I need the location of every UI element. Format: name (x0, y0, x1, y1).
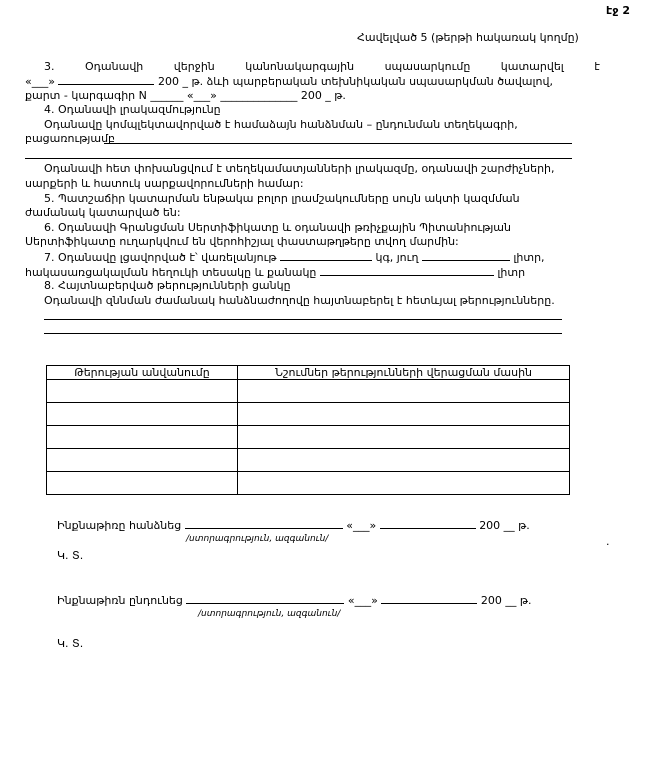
received-label: Ինքնաթիռն ընդունեց (57, 594, 183, 607)
word: սպասարկումը (384, 60, 471, 73)
seal-label: Կ. Տ. (57, 549, 84, 562)
appendix-title: Հավելված 5 (թերթի հակառակ կողմը) (357, 31, 579, 44)
section7-line2 (25, 265, 525, 279)
section8-title: 8. Հայտնաբերված թերությունների ցանկը (44, 279, 291, 292)
page-number: էջ 2 (606, 4, 630, 17)
oil-field[interactable] (422, 250, 510, 261)
received-signature-row (57, 593, 531, 607)
table-row (47, 472, 570, 495)
section5-line1: 5. Պատշաճիր կատարման ենթակա բոլոր լրամշակումները սույն ակտի կազմման (44, 192, 520, 205)
kg-label: կգ, յուղ (375, 251, 419, 264)
date-quote: «___» (25, 75, 55, 88)
received-signature-field[interactable] (186, 593, 344, 604)
section4-except-label: բացառությամբ (25, 132, 116, 145)
blank-line[interactable] (104, 143, 572, 144)
year-label: 200 __ թ. (480, 594, 532, 607)
seal-label: Կ. Տ. (57, 637, 84, 650)
liter-label: լիտր (497, 266, 526, 279)
handed-signature-row (57, 518, 530, 532)
table-cell[interactable] (47, 380, 238, 403)
signature-caption: /ստորագրություն, ազգանուն/ (186, 534, 329, 544)
word: Օդանավի (84, 60, 144, 73)
section4-title: 4. Օդանավի լրակազմությունը (44, 103, 221, 116)
table-cell[interactable] (47, 472, 238, 495)
section3-row3: քարտ - կարգագիր N ______ «___» ______________ 200 _ թ. (25, 89, 346, 102)
table-cell[interactable] (47, 426, 238, 449)
table-row (47, 380, 570, 403)
section5-line2: ժամանակ կատարված են: (25, 206, 181, 219)
section3-row1 (44, 60, 600, 73)
deicing-field[interactable] (320, 265, 494, 276)
table-cell[interactable] (238, 449, 570, 472)
blank-line[interactable] (25, 158, 572, 159)
table-cell[interactable] (238, 472, 570, 495)
table-header-row (47, 366, 570, 380)
table-cell[interactable] (238, 380, 570, 403)
table-row (47, 403, 570, 426)
table-row (47, 449, 570, 472)
section3-row2-text: 200 _ թ. ձևի պարբերական տեխնիկական սպասարկման ծավալով, (157, 75, 553, 88)
handed-label: Ինքնաթիռը հանձնեց (57, 519, 182, 532)
deicing-label: հակասառցակալման հեղուկի տեսակը և քանակը (25, 266, 317, 279)
handed-signature-field[interactable] (185, 518, 343, 529)
section4-note2: սարքերի և հատուկ սարքավորումների համար: (25, 177, 304, 190)
date-quote: «___» (346, 519, 377, 532)
section6-line1: 6. Օդանավի Գրանցման Սերտիֆիկատը և օդանավի թռիչքային Պիտանիության (44, 221, 511, 234)
table-cell[interactable] (238, 403, 570, 426)
word: վերջին (173, 60, 215, 73)
table-cell[interactable] (47, 403, 238, 426)
signature-caption: /ստորագրություն, ազգանուն/ (198, 609, 341, 619)
section3-row2 (25, 74, 553, 88)
word: է (594, 60, 600, 73)
table-cell[interactable] (238, 426, 570, 449)
table-row (47, 426, 570, 449)
section7-line1 (44, 250, 545, 264)
stray-dot: . (606, 535, 610, 548)
section8-line1: Օդանավի զննման ժամանակ հանձնաժողովը հայտնաբերել է հետևյալ թերությունները. (44, 294, 555, 307)
word: կանոնակարգային (245, 60, 355, 73)
section4-note1: Օդանավի հետ փոխանցվում է տեղեկամատյանների լրակազմը, օդանավի շարժիչների, (44, 162, 555, 175)
col-defect-notes: Նշումներ թերությունների վերացման մասին (238, 366, 570, 380)
blank-field[interactable] (58, 74, 154, 85)
year-label: 200 __ թ. (479, 519, 530, 532)
col-defect-name: Թերության անվանումը (47, 366, 238, 380)
date-quote: «___» (347, 594, 378, 607)
defects-table (46, 365, 570, 495)
fuel-field[interactable] (280, 250, 372, 261)
liter-label: լիտր, (513, 251, 545, 264)
word: կատարվել (500, 60, 564, 73)
blank-line[interactable] (44, 333, 562, 334)
received-date-field[interactable] (381, 593, 477, 604)
word: 3. (44, 60, 55, 73)
table-cell[interactable] (47, 449, 238, 472)
handed-date-field[interactable] (380, 518, 476, 529)
section6-line2: Սերտիֆիկատը ուղարկվում են վերոհիշյալ փաստաթղթերը տվող մարմին: (25, 235, 459, 248)
blank-line[interactable] (44, 319, 562, 320)
section4-line1: Օդանավը կոմպլեկտավորված է համաձայն հանձնման – ընդունման տեղեկագրի, (44, 118, 518, 131)
fuel-label: 7. Օդանավը լցավորված է՝ վառելանյութ (44, 251, 277, 264)
